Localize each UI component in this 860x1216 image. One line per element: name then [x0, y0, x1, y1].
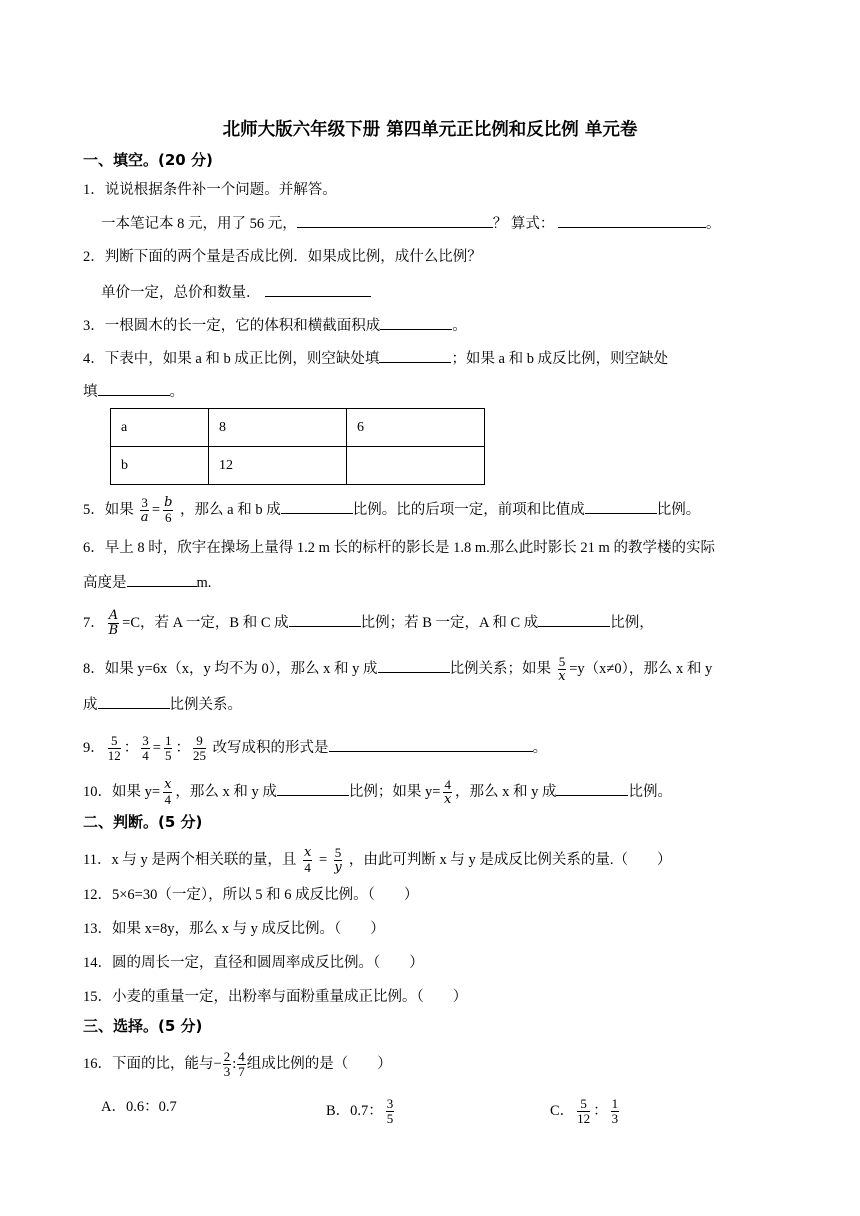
q8-answer-blank-2[interactable] [98, 694, 170, 709]
q2-answer-blank[interactable] [265, 282, 371, 297]
q5-text-c: 比例。比的后项一定，前项和比值成 [352, 501, 585, 518]
option-b-text: B．0.7： [326, 1102, 383, 1119]
q8-text-d: 成 [83, 697, 98, 713]
section-choice: 三、选择。(5 分) [83, 1017, 203, 1035]
q7-answer-blank-2[interactable] [538, 612, 610, 627]
q8-fraction: $\frac{5}{x}$ [558, 654, 566, 684]
q1-formula-blank[interactable] [558, 213, 706, 228]
q4-text-a: 4．下表中，如果 a 和 b 成正比例，则空缺处填 [83, 351, 380, 367]
q2-text: 单价一定，总价和数量． [101, 285, 261, 301]
question-2-body [101, 282, 371, 303]
q5-answer-blank-1[interactable] [281, 499, 353, 514]
option-c-text: C． [550, 1102, 575, 1119]
question-13: 13．如果 x=8y，那么 x 与 y 成反比例。（ ） [83, 921, 385, 937]
q10-answer-blank-1[interactable] [277, 781, 349, 796]
question-7 [83, 609, 654, 638]
section-fill-in: 一、填空。(20 分) [83, 151, 213, 169]
q10-text-c: 比例；如果 y= [348, 783, 441, 800]
option-b-fraction: $\frac{3}{5}$ [386, 1096, 394, 1126]
table-cell: 12 [209, 447, 347, 485]
question-3 [83, 315, 467, 336]
question-8-cont [83, 694, 242, 715]
question-2-prompt: 2．判断下面的两个量是否成比例．如果成比例，成什么比例？ [83, 249, 482, 265]
table-row [111, 447, 485, 485]
q5-fraction-1: $\frac{3}{a}$ [140, 495, 149, 525]
q11-fraction-1: $\frac{x}{4}$ [303, 845, 312, 875]
question-1-body [101, 213, 721, 234]
q1-text-a: 一本笔记本 8 元，用了 56 元， [101, 216, 297, 232]
q1-text-c: 。 [706, 216, 721, 232]
q8-text-a: 8．如果 y=6x（x，y 均不为 0），那么 x 和 y 成 [83, 660, 378, 677]
q16-text-b: 组成比例的是（ ） [246, 1055, 392, 1072]
q5-text-b: ，那么 a 和 b 成 [180, 501, 281, 518]
q8-answer-blank-1[interactable] [378, 658, 450, 673]
q9-equals: = [152, 739, 161, 756]
q7-answer-blank-1[interactable] [289, 612, 361, 627]
q9-text-a: 9． [83, 739, 105, 756]
option-a[interactable]: A．0.6：0.7 [101, 1099, 177, 1115]
option-b[interactable] [326, 1097, 397, 1126]
q3-text-a: 3．一根圆木的长一定，它的体积和横截面积成 [83, 318, 381, 334]
question-4-cont [83, 381, 184, 402]
table-row [111, 409, 485, 447]
q11-fraction-2: $\frac{5}{y}$ [334, 845, 342, 875]
q7-text-c: 比例；若 B 一定，A 和 C 成 [360, 614, 539, 631]
question-6-prompt: 6．早上 8 时，欣宇在操场上量得 1.2 m 长的标杆的影长是 1.8 m.那么此时影长 21 m 的教学楼的实际 [83, 540, 715, 556]
table-cell: 6 [347, 409, 485, 447]
q16-text-a: 16．下面的比，能与 [83, 1055, 214, 1072]
q16-fraction-2: $\frac{4}{7}$ [238, 1049, 245, 1079]
q16-colon: : [232, 1055, 237, 1072]
question-10 [83, 778, 672, 807]
q11-equals: = [318, 851, 328, 868]
q10-fraction-2: $\frac{4}{x}$ [444, 777, 452, 807]
section-judge: 二、判断。(5 分) [83, 813, 203, 831]
q9-fraction-1: $\frac{5}{12}$ [107, 733, 121, 763]
q7-text-d: 比例， [610, 614, 654, 631]
q3-text-b: 。 [452, 318, 467, 334]
q10-text-d: ，那么 x 和 y 成 [454, 783, 557, 800]
question-6-cont [83, 572, 211, 593]
q1-answer-blank[interactable] [297, 213, 493, 228]
q6-text-b: m. [196, 575, 212, 591]
question-5 [83, 496, 700, 525]
q5-answer-blank-2[interactable] [585, 499, 657, 514]
question-1-prompt: 1．说说根据条件补一个问题。并解答。 [83, 182, 337, 198]
q4-answer-blank-1[interactable] [379, 348, 451, 363]
q16-fraction-1: $\frac{2}{3}$ [223, 1049, 231, 1079]
q4-text-c: 填 [83, 384, 98, 400]
q9-fraction-3: $\frac{1}{5}$ [164, 733, 172, 763]
q7-fraction: $\frac{A}{B}$ [108, 608, 119, 638]
question-9 [83, 734, 547, 763]
question-12: 12．5×6=30（一定），所以 5 和 6 成反比例。（ ） [83, 887, 419, 903]
q8-text-b: 比例关系；如果 [449, 660, 552, 677]
q10-text-b: ，那么 x 和 y 成 [175, 783, 277, 800]
q10-fraction-1: $\frac{x}{4}$ [164, 777, 172, 807]
q4-text-b: ；如果 a 和 b 成反比例，则空缺处 [451, 351, 669, 367]
q9-answer-blank[interactable] [329, 737, 533, 752]
q11-text-b: ，由此可判断 x 与 y 是成反比例关系的量.（ ） [348, 851, 672, 868]
question-11 [83, 846, 672, 875]
q10-answer-blank-2[interactable] [556, 781, 628, 796]
q6-answer-blank[interactable] [127, 572, 197, 587]
q8-text-e: 比例关系。 [169, 697, 242, 713]
q7-text-a: 7． [83, 614, 105, 631]
q5-fraction-2: $\frac{b}{6}$ [164, 495, 173, 525]
q4-table [110, 408, 485, 485]
option-c-fraction-1: $\frac{5}{12}$ [577, 1096, 591, 1126]
q11-text-a: 11．x 与 y 是两个相关联的量，且 [83, 851, 297, 868]
question-14: 14．圆的周长一定，直径和圆周率成反比例。（ ） [83, 955, 424, 971]
question-16 [83, 1050, 392, 1079]
q5-text-d: 比例。 [656, 501, 701, 518]
q8-text-c: =y（x≠0），那么 x 和 y [569, 660, 713, 677]
q1-text-b: ？ 算式： [492, 216, 555, 232]
option-c[interactable] [550, 1097, 622, 1126]
table-cell: 8 [209, 409, 347, 447]
q16-minus: − [213, 1055, 222, 1072]
q10-text-a: 10．如果 y= [83, 783, 161, 800]
q9-text-b: 改写成积的形式是 [212, 739, 329, 756]
question-15: 15．小麦的重量一定，出粉率与面粉重量成正比例。（ ） [83, 989, 468, 1005]
option-c-fraction-2: $\frac{1}{3}$ [611, 1096, 619, 1126]
table-cell: b [111, 447, 209, 485]
question-4 [83, 348, 668, 369]
table-cell: a [111, 409, 209, 447]
page-title: 北师大版六年级下册 第四单元正比例和反比例 单元卷 [222, 120, 638, 140]
q5-text-a: 5．如果 [83, 501, 134, 518]
q4-answer-blank-2[interactable] [98, 381, 170, 396]
table-cell-empty[interactable] [347, 447, 485, 485]
option-c-colon: ： [593, 1102, 608, 1119]
q4-text-d: 。 [169, 384, 184, 400]
q3-answer-blank[interactable] [380, 315, 452, 330]
q5-equals: = [151, 501, 161, 518]
q9-text-c: 。 [532, 739, 548, 756]
question-8 [83, 655, 712, 684]
q9-fraction-2: $\frac{3}{4}$ [142, 733, 149, 763]
q10-text-e: 比例。 [628, 783, 672, 800]
q9-colon-1: ： [123, 739, 139, 756]
q6-text-a: 高度是 [83, 575, 127, 591]
q9-fraction-4: $\frac{9}{25}$ [192, 733, 206, 763]
q9-colon-2: ： [175, 739, 190, 756]
q7-text-b: =C，若 A 一定，B 和 C 成 [122, 614, 289, 631]
